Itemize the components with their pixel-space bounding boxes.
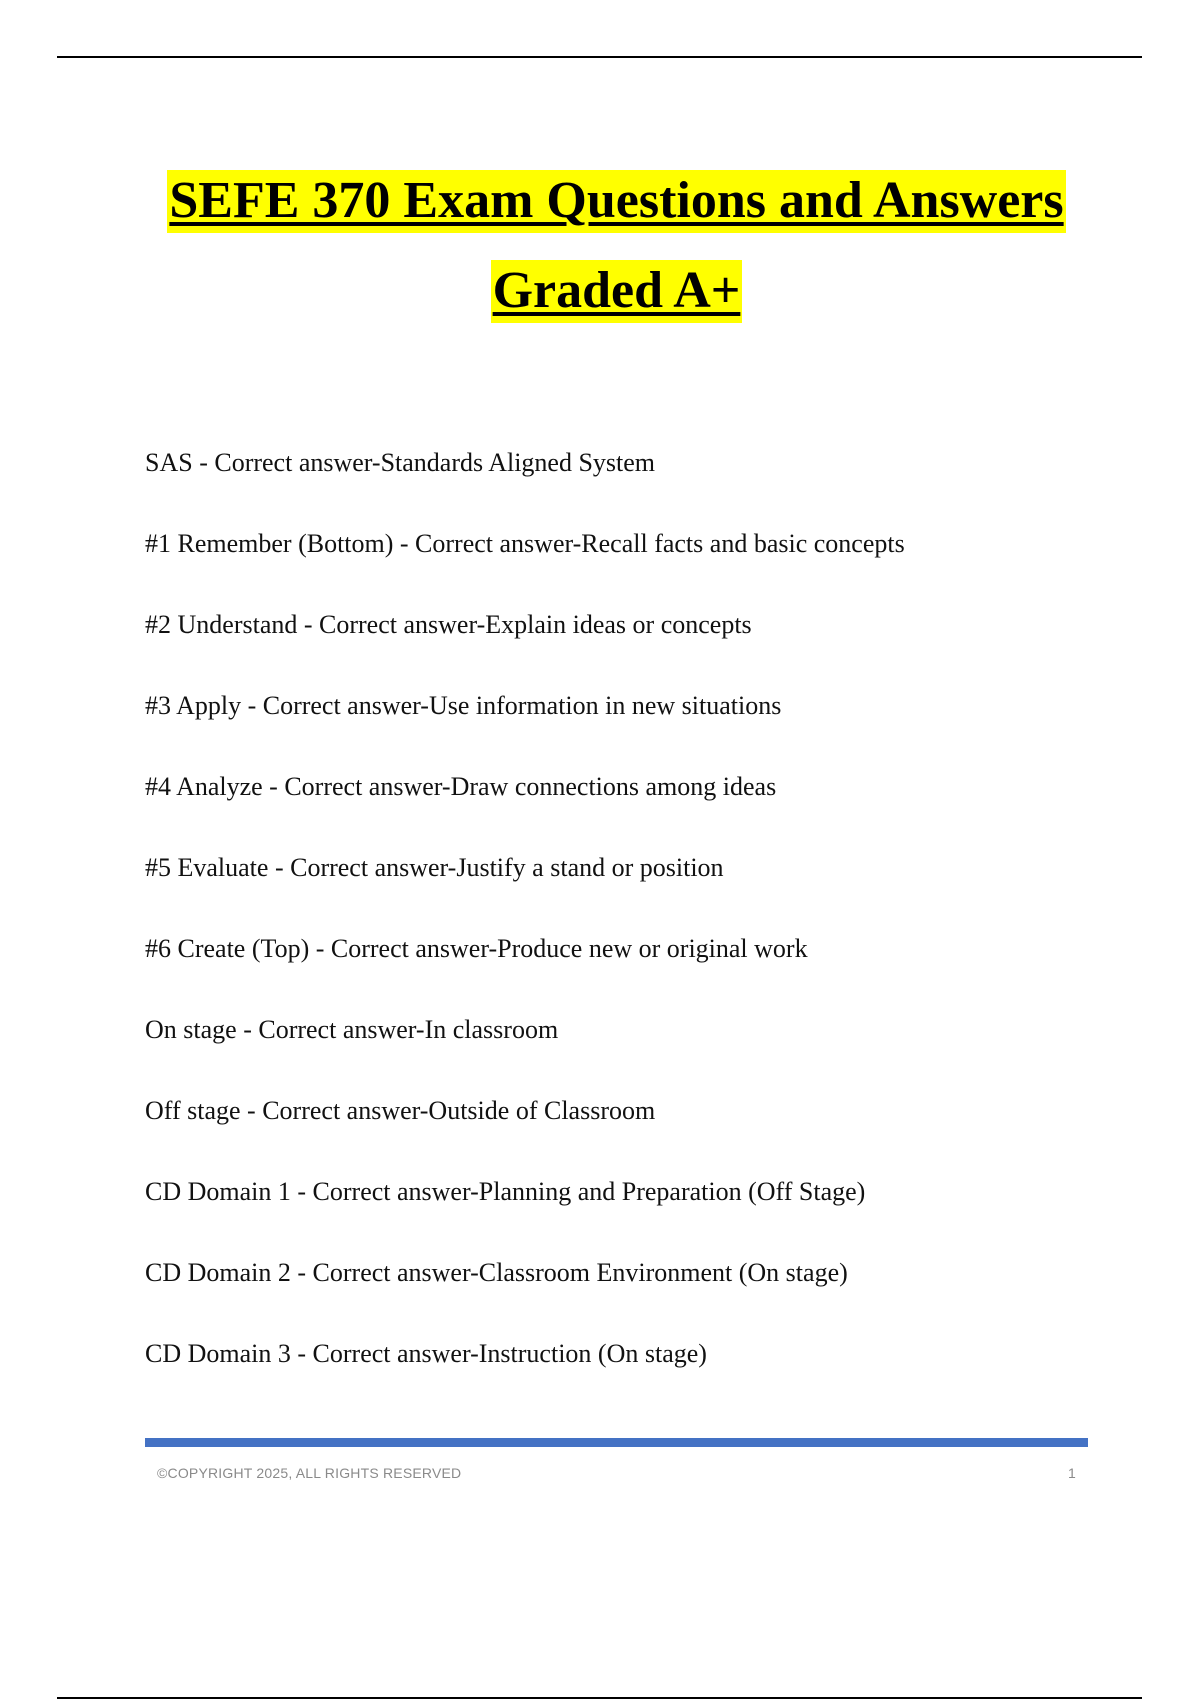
qa-item: Off stage - Correct answer-Outside of Classroom bbox=[145, 1096, 656, 1125]
footer-copyright: ©COPYRIGHT 2025, ALL RIGHTS RESERVED bbox=[157, 1465, 462, 1481]
qa-item: On stage - Correct answer-In classroom bbox=[145, 1015, 559, 1044]
page-number: 1 bbox=[1068, 1465, 1076, 1481]
qa-item: #6 Create (Top) - Correct answer-Produce new or original work bbox=[145, 934, 808, 963]
footer-divider bbox=[145, 1438, 1088, 1447]
qa-item: #2 Understand - Correct answer-Explain ideas or concepts bbox=[145, 610, 752, 639]
qa-list bbox=[145, 447, 1095, 1419]
top-rule bbox=[57, 56, 1142, 58]
qa-item: #1 Remember (Bottom) - Correct answer-Recall facts and basic concepts bbox=[145, 529, 905, 558]
qa-item: #3 Apply - Correct answer-Use information in new situations bbox=[145, 691, 782, 720]
title-line-2: Graded A+ bbox=[491, 260, 743, 323]
qa-item: #5 Evaluate - Correct answer-Justify a stand or position bbox=[145, 853, 724, 882]
qa-item: CD Domain 1 - Correct answer-Planning and Preparation (Off Stage) bbox=[145, 1177, 866, 1206]
qa-item: CD Domain 2 - Correct answer-Classroom Environment (On stage) bbox=[145, 1258, 848, 1287]
title-line-1: SEFE 370 Exam Questions and Answers bbox=[167, 170, 1065, 233]
qa-item: CD Domain 3 - Correct answer-Instruction (On stage) bbox=[145, 1339, 707, 1368]
qa-item: SAS - Correct answer-Standards Aligned System bbox=[145, 448, 656, 477]
bottom-rule bbox=[57, 1697, 1142, 1699]
qa-item: #4 Analyze - Correct answer-Draw connections among ideas bbox=[145, 772, 777, 801]
document-title bbox=[0, 170, 1200, 350]
